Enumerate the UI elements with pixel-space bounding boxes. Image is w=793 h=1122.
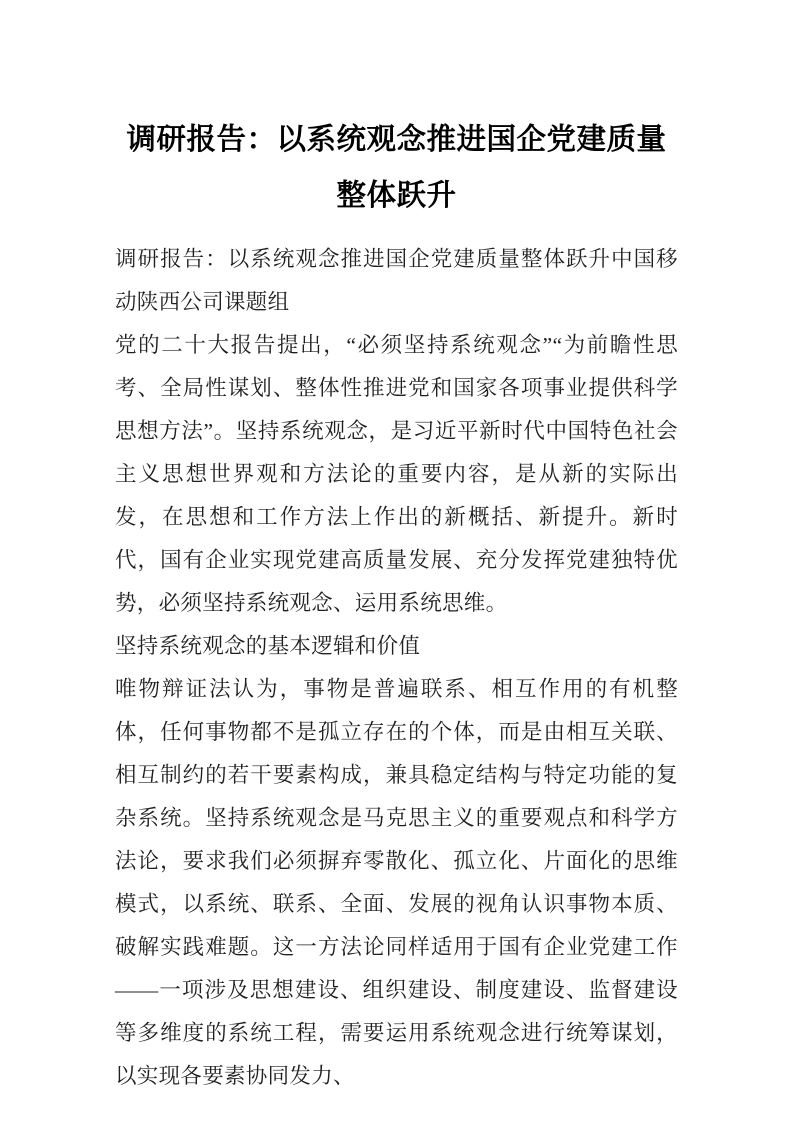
document-title: 调研报告：以系统观念推进国企党建质量整体跃升 [126, 124, 667, 212]
paragraph-byline: 调研报告：以系统观念推进国企党建质量整体跃升中国移动陕西公司课题组 [115, 247, 678, 314]
paragraph-body: 唯物辩证法认为，事物是普遍联系、相互作用的有机整体，任何事物都不是孤立存在的个体，而是由相互关联、相互制约的若干要素构成，兼具稳定结构与特定功能的复杂系统。坚持系统观念是马克思主义的重要观点和科学方法论，要求我们必须摒弃零散化、孤立化、片面化的思维模式，以系统、联系、全面、发展的视角认识事物本质、破解实践难题。这一方法论同样适用于国有企业党建工作——一项涉及思想建设、组织建设、制度建设、监督建设等多维度的系统工程，需要运用系统观念进行统筹谋划，以实现各要素协同发力、 [115, 677, 678, 1088]
paragraph-intro: 党的二十大报告提出，“必须坚持系统观念”“为前瞻性思考、全局性谋划、整体性推进党和国家各项事业提供科学思想方法”。坚持系统观念，是习近平新时代中国特色社会主义思想世界观和方法论的重要内容，是从新的实际出发，在思想和工作方法上作出的新概括、新提升。新时代，国有企业实现党建高质量发展、充分发挥党建独特优势，必须坚持系统观念、运用系统思维。 [115, 333, 678, 615]
section-heading: 坚持系统观念的基本逻辑和价值 [115, 634, 421, 658]
